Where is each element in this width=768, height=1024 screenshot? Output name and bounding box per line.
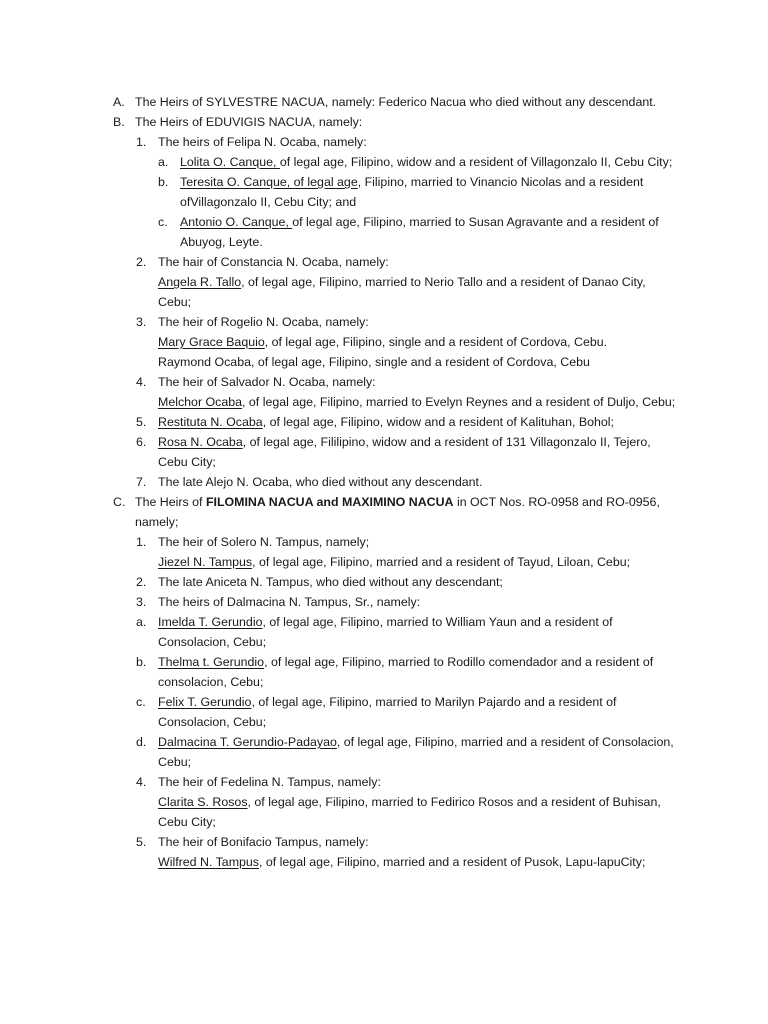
heir-line [0, 552, 768, 572]
heir-line [0, 392, 768, 412]
heir-details: , of legal age, Filipino, widow and a resident of Kalituhan, Bohol; [262, 415, 614, 429]
item-text: The heir of Solero N. Tampus, namely; [158, 535, 370, 549]
section-text-bold: FILOMINA NACUA and MAXIMINO NACUA [205, 495, 454, 509]
item-text: The late Aniceta N. Tampus, who died without any descendant; [158, 575, 503, 589]
heir-details: , Filipino, married to Vinancio Nicolas and a resident ofVillagonzalo II, Cebu City; and [180, 175, 644, 209]
list-marker: 4. [136, 375, 147, 389]
heir-details: , of legal age, Filipino, married to Fedirico Rosos and a resident of Buhisan, Cebu City; [158, 795, 661, 829]
heir-line [0, 792, 768, 832]
heir-name: Teresita O. Canque, of legal age [180, 175, 358, 189]
list-marker: a. [136, 615, 147, 629]
heir-details: of legal age, Filipino, widow and a resident of Villagonzalo II, Cebu City; [279, 155, 673, 169]
item-text: The late Alejo N. Ocaba, who died without any descendant. [158, 475, 483, 489]
heir-name: Mary Grace Baquio [158, 335, 265, 349]
list-marker: 1. [136, 535, 147, 549]
heir-line [0, 852, 768, 872]
heir-name: Wilfred N. Tampus [158, 855, 259, 869]
list-marker: 4. [136, 775, 147, 789]
list-item [0, 472, 768, 492]
heir-name: Jiezel N. Tampus [158, 555, 253, 569]
section-a [0, 92, 768, 112]
list-marker: 5. [136, 835, 147, 849]
document-page [0, 92, 768, 872]
heir-details: , of legal age, Filipino, married to Rodillo comendador and a resident of consolacion, Cebu; [158, 655, 654, 689]
list-item [0, 372, 768, 392]
list-item [0, 532, 768, 552]
list-marker: 2. [136, 575, 147, 589]
list-marker: 6. [136, 435, 147, 449]
heir-line [0, 352, 768, 372]
list-item [0, 592, 768, 612]
item-text: The heir of Rogelio N. Ocaba, namely: [158, 315, 369, 329]
heir-details: , of legal age, Filipino, married to William Yaun and a resident of Consolacion, Cebu; [158, 615, 613, 649]
list-item [0, 252, 768, 272]
list-marker: 2. [136, 255, 147, 269]
list-marker: 5. [136, 415, 147, 429]
section-b [0, 112, 768, 132]
heir-line [0, 332, 768, 352]
heir-details: , of legal age, Filipino, married to Marilyn Pajardo and a resident of Consolacion, Cebu; [158, 695, 617, 729]
list-item [0, 432, 768, 472]
heir-details: , of legal age, Filipino, married to Evelyn Reynes and a resident of Duljo, Cebu; [242, 395, 676, 409]
list-item [0, 832, 768, 852]
item-text: The hair of Constancia N. Ocaba, namely: [158, 255, 389, 269]
sub-list-item [0, 212, 768, 252]
sub-list-item [0, 172, 768, 212]
heir-details: , of legal age, Filipino, single and a resident of Cordova, Cebu. [264, 335, 608, 349]
section-text-pre: The Heirs of [135, 495, 206, 509]
item-text: The heir of Salvador N. Ocaba, namely: [158, 375, 376, 389]
section-text: The Heirs of EDUVIGIS NACUA, namely: [135, 115, 363, 129]
heir-name: Rosa N. Ocaba [158, 435, 243, 449]
sub-list-item [0, 692, 768, 732]
item-text: The heir of Bonifacio Tampus, namely: [158, 835, 369, 849]
list-item [0, 772, 768, 792]
heir-name: Dalmacina T. Gerundio-Padayao [158, 735, 337, 749]
heir-name: Restituta N. Ocaba [158, 415, 263, 429]
item-text: The heir of Fedelina N. Tampus, namely: [158, 775, 381, 789]
heir-details: of legal age, Filipino, married to Susan Agravante and a resident of Abuyog, Leyte. [180, 215, 659, 249]
sub-list-item [0, 612, 768, 652]
list-marker: 3. [136, 595, 147, 609]
heir-details: , of legal age, Filipino, married and a resident of Consolacion, Cebu; [158, 735, 674, 769]
heir-line [0, 272, 768, 312]
heir-name: Melchor Ocaba [158, 395, 243, 409]
list-marker: B. [113, 115, 125, 129]
heir-name: Lolita O. Canque, [180, 155, 280, 169]
heir-name: Thelma t. Gerundio [158, 655, 265, 669]
section-text-post: in OCT Nos. RO-0958 and RO-0956, namely; [135, 495, 660, 529]
heir-name: Imelda T. Gerundio [158, 615, 263, 629]
item-text: The heirs of Dalmacina N. Tampus, Sr., namely: [158, 595, 421, 609]
heir-details: , of legal age, Filipino, married to Nerio Tallo and a resident of Danao City, Cebu; [158, 275, 646, 309]
heir-name: Angela R. Tallo [158, 275, 242, 289]
list-marker: a. [158, 155, 169, 169]
list-item [0, 132, 768, 152]
list-marker: b. [158, 175, 169, 189]
list-item [0, 412, 768, 432]
list-item [0, 572, 768, 592]
heir-details: , of legal age, Filipino, married and a resident of Pusok, Lapu-lapuCity; [259, 855, 646, 869]
list-marker: c. [158, 215, 168, 229]
sub-list-item [0, 152, 768, 172]
list-marker: C. [113, 495, 126, 509]
list-marker: d. [136, 735, 147, 749]
heir-details: Raymond Ocaba, of legal age, Filipino, single and a resident of Cordova, Cebu [158, 355, 590, 369]
heir-details: , of legal age, Filipino, married and a resident of Tayud, Liloan, Cebu; [252, 555, 631, 569]
list-marker: b. [136, 655, 147, 669]
heir-name: Clarita S. Rosos [158, 795, 248, 809]
list-item [0, 312, 768, 332]
item-text: The heirs of Felipa N. Ocaba, namely: [158, 135, 367, 149]
list-marker: A. [113, 95, 125, 109]
sub-list-item [0, 732, 768, 772]
sub-list-item [0, 652, 768, 692]
list-marker: 3. [136, 315, 147, 329]
section-text: The Heirs of SYLVESTRE NACUA, namely: Federico Nacua who died without any descendant. [135, 95, 657, 109]
list-marker: c. [136, 695, 146, 709]
list-marker: 7. [136, 475, 147, 489]
heir-name: Antonio O. Canque, [180, 215, 293, 229]
section-c [0, 492, 768, 532]
heir-name: Felix T. Gerundio [158, 695, 252, 709]
heir-details: , of legal age, Fililipino, widow and a resident of 131 Villagonzalo II, Tejero, Cebu City; [158, 435, 651, 469]
list-marker: 1. [136, 135, 147, 149]
